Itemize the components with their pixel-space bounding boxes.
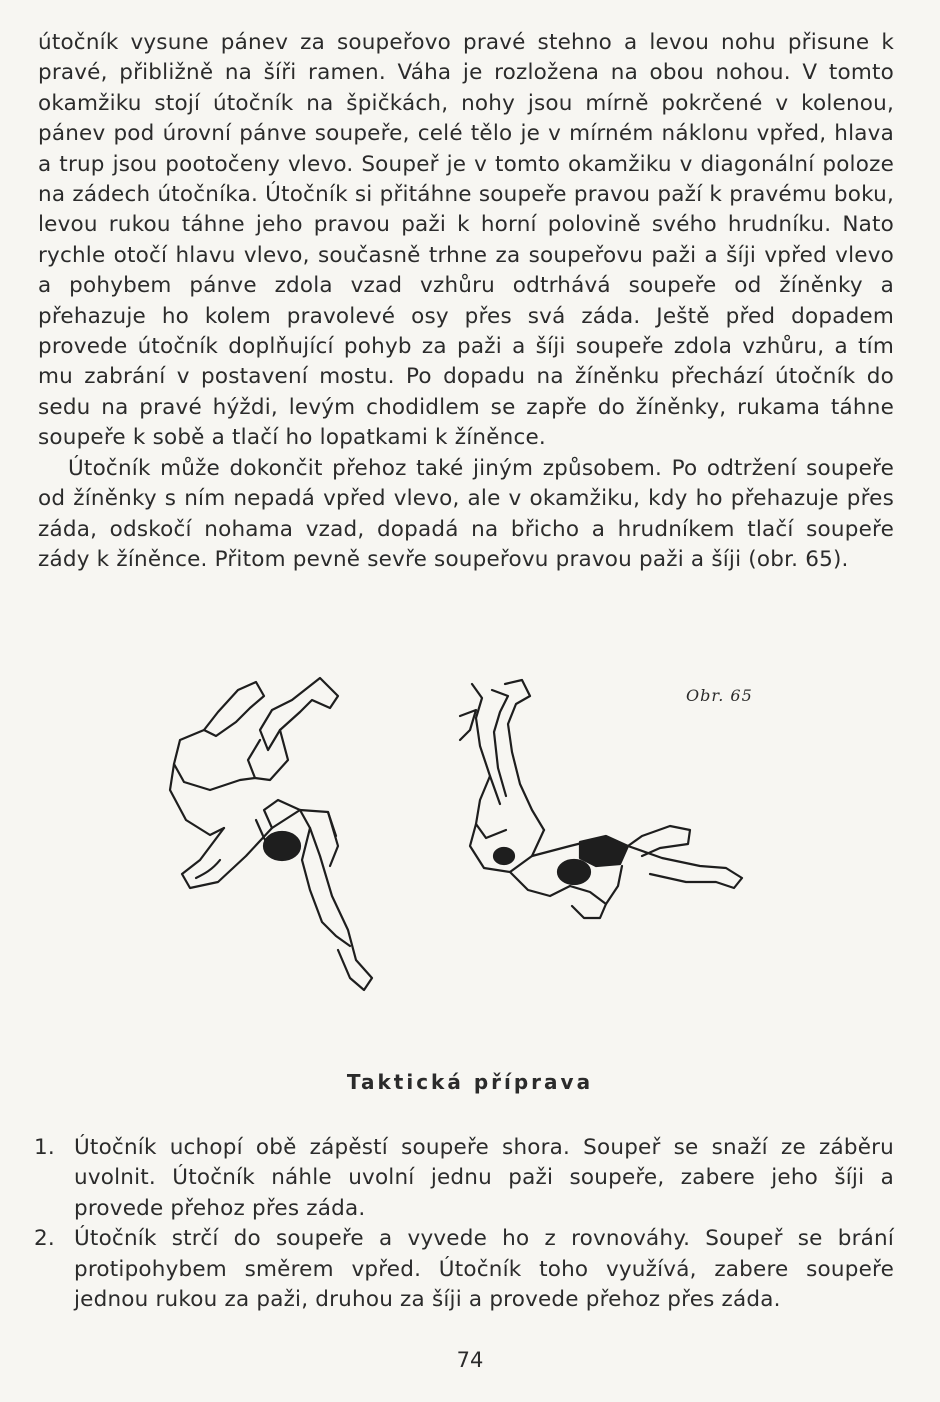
- figure-caption: Obr. 65: [686, 686, 753, 705]
- list-item-number: 2.: [34, 1226, 55, 1252]
- wrestlers-drawing: [160, 660, 780, 1020]
- list-item-number: 1.: [34, 1135, 55, 1160]
- list-item: [34, 1133, 894, 1224]
- body-text: [38, 28, 894, 575]
- tactics-list: [34, 1133, 894, 1315]
- paragraph-continuation: útočník vysune pánev za soupeřovo pravé stehno a levou nohu přisune k pravé, přibližně na šíři ramen. Váha je rozložena na obou nohou. V tomto okamžiku stojí útočník na špičkách, nohy jsou mírně pokrčené v kolenou, pánev pod úrovní pánve soupeře, celé tělo je v mírném náklonu vpřed, hlava a trup jsou pootočeny vlevo. Soupeř je v tomto okamžiku v diagonální poloze na zádech útočníka. Útočník si přitáhne soupeře pravou paží k pravému boku, levou rukou táhne jeho pravou paži k horní polovině svého hrudníku. Nato rychle otočí hlavu vlevo, současně trhne za soupeřovu paži a šíji vpřed vlevo a pohybem pánve zdola vzad vzhůru odtrhává soupeře od žíněnky a přehazuje ho kolem pravolevé osy přes svá záda. Ještě před dopadem provede útočník doplňující pohyb za paži a šíji soupeře zdola vzhůru, a tím mu zabrání v postavení mostu. Po dopadu na žíněnku přechází útočník do sedu na pravé hýždi, levým chodidlem se zapře do žíněnky, rukama táhne soupeře k sobě a tlačí ho lopatkami k žíněnce.: [38, 30, 894, 451]
- section-title: Taktická příprava: [346, 1070, 594, 1094]
- list-item: [34, 1224, 894, 1315]
- page-number: 74: [456, 1348, 484, 1372]
- list-item-text: Útočník strčí do soupeře a vyvede ho z rovnováhy. Soupeř se brání protipohybem směrem vpřed. Útočník toho využívá, zabere soupeře jednou rukou za paži, druhou za šíji a provede přehoz přes záda.: [74, 1226, 894, 1313]
- wrestling-illustration: [160, 660, 780, 1020]
- paragraph-alternative-finish: Útočník může dokončit přehoz také jiným způsobem. Po odtržení soupeře od žíněnky s ním nepadá vpřed vlevo, ale v okamžiku, kdy ho přehazuje přes záda, odskočí nohama vzad, dopadá na břicho a hrudníkem tlačí soupeře zády k žíněnce. Přitom pevně sevře soupeřovu pravou paži a šíji (obr. 65).: [38, 455, 894, 572]
- list-item-text: Útočník uchopí obě zápěstí soupeře shora. Soupeř se snaží ze záběru uvolnit. Útočník náhle uvolní jednu paži soupeře, zabere jeho šíji a provede přehoz přes záda.: [74, 1135, 894, 1221]
